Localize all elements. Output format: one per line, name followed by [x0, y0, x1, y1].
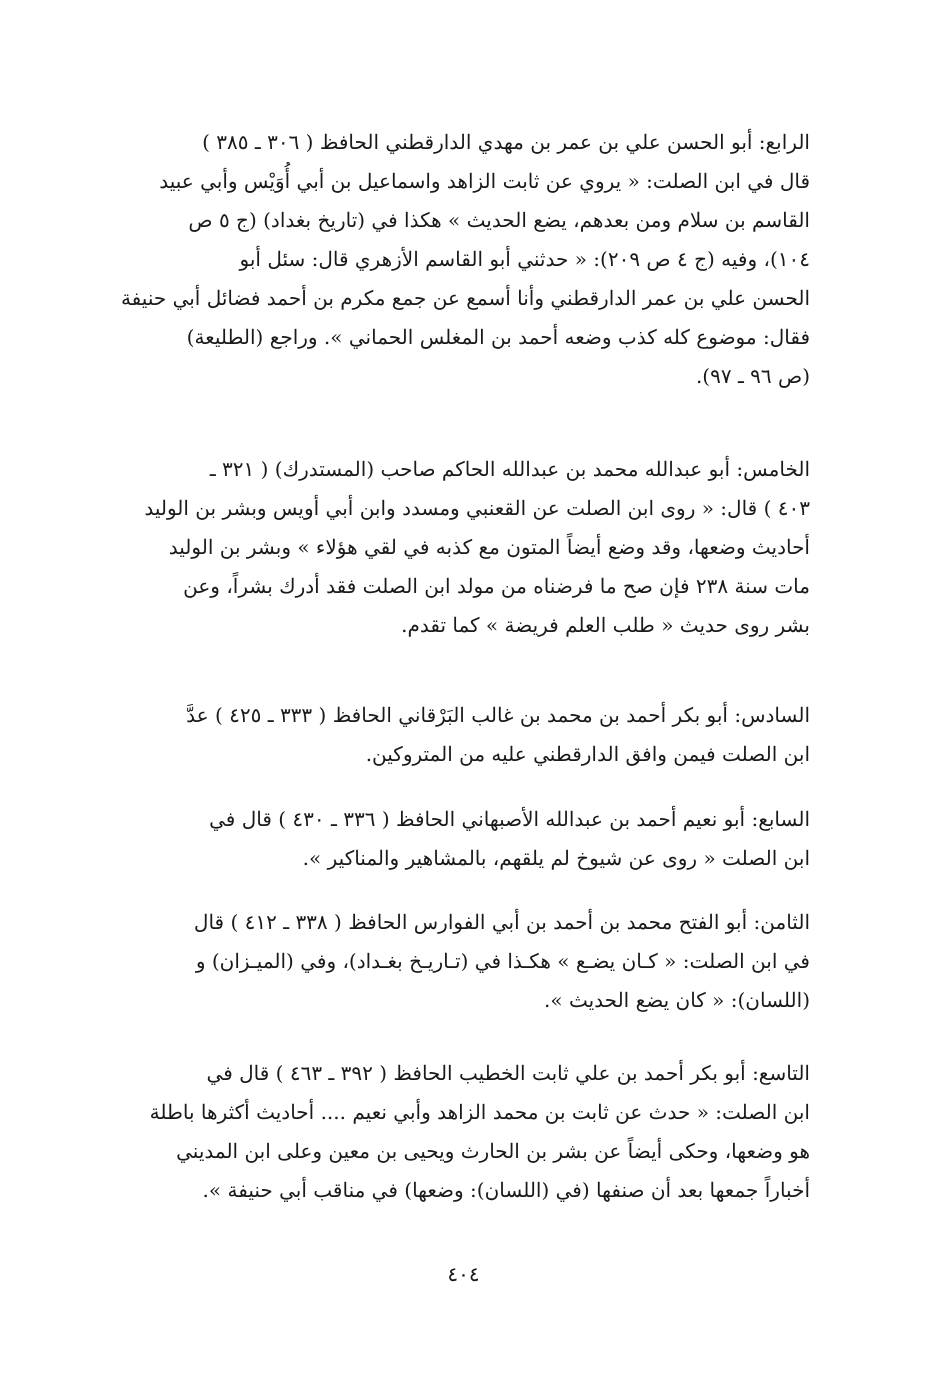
text-line: الحسن علي بن عمر الدارقطني وأنا أسمع عن جمع مكرم بن أحمد فضائل أبي حنيفة [120, 286, 810, 310]
text-line: الثامن: أبو الفتح محمد بن أحمد بن أبي الفوارس الحافظ ( ٣٣٨ ـ ٤١٢ ) قال [193, 910, 810, 934]
text-line: السادس: أبو بكر أحمد بن محمد بن غالب البَرْقاني الحافظ ( ٣٣٣ ـ ٤٢٥ ) عدَّ [186, 703, 810, 727]
text-line: أحاديث وضعها، وقد وضع أيضاً المتون مع كذبه في لقي هؤلاء » وبشر بن الوليد [168, 535, 810, 559]
text-line: (اللسان): « كان يضع الحديث ». [544, 988, 810, 1012]
paragraph-fourth [80, 123, 810, 396]
text-line: التاسع: أبو بكر أحمد بن علي ثابت الخطيب الحافظ ( ٣٩٢ ـ ٤٦٣ ) قال في [206, 1061, 810, 1085]
paragraph-fifth [80, 450, 810, 645]
text-line: ابن الصلت « روى عن شيوخ لم يلقهم، بالمشاهير والمناكير ». [302, 846, 810, 870]
text-line: القاسم بن سلام ومن بعدهم، يضع الحديث » هكذا في (تاريخ بغداد) (ج ٥ ص [188, 208, 810, 232]
text-line: ابن الصلت فيمن وافق الدارقطني عليه من المتروكين. [365, 742, 810, 766]
text-line: قال في ابن الصلت: « يروي عن ثابت الزاهد واسماعيل بن أبي أُوَيْس وأبي عبيد [159, 169, 810, 193]
text-line: ابن الصلت: « حدث عن ثابت بن محمد الزاهد وأبي نعيم .... أحاديث أكثرها باطلة [149, 1100, 810, 1124]
paragraph-ninth [80, 1054, 810, 1210]
text-line: هو وضعها، وحكى أيضاً عن بشر بن الحارث ويحيى بن معين وعلى ابن المديني [176, 1139, 810, 1163]
text-line: السابع: أبو نعيم أحمد بن عبدالله الأصبهاني الحافظ ( ٣٣٦ ـ ٤٣٠ ) قال في [209, 807, 810, 831]
text-line: في ابن الصلت: « كـان يضـع » هكـذا في (تـاريـخ بغـداد)، وفي (الميـزان) و [195, 949, 810, 973]
text-line: الرابع: أبو الحسن علي بن عمر بن مهدي الدارقطني الحافظ ( ٣٠٦ ـ ٣٨٥ ) [202, 130, 810, 154]
text-line: ١٠٤)، وفيه (ج ٤ ص ٢٠٩): « حدثني أبو القاسم الأزهري قال: سئل أبو [239, 247, 810, 271]
text-line: أخباراً جمعها بعد أن صنفها (في (اللسان): وضعها) في مناقب أبي حنيفة ». [202, 1178, 810, 1202]
paragraph-seventh [80, 800, 810, 878]
text-line: الخامس: أبو عبدالله محمد بن عبدالله الحاكم صاحب (المستدرك) ( ٣٢١ ـ [209, 457, 810, 481]
page-number: ٤٠٤ [447, 1262, 480, 1286]
paragraph-sixth [80, 696, 810, 774]
text-line: مات سنة ٢٣٨ فإن صح ما فرضناه من مولد ابن الصلت فقد أدرك بشراً، وعن [183, 574, 810, 598]
text-line: (ص ٩٦ ـ ٩٧). [695, 364, 810, 388]
text-line: ٤٠٣ ) قال: « روى ابن الصلت عن القعنبي ومسدد وابن أبي أويس وبشر بن الوليد [144, 496, 810, 520]
paragraph-eighth [80, 903, 810, 1020]
text-line: بشر روى حديث « طلب العلم فريضة » كما تقدم. [401, 613, 810, 637]
text-line: فقال: موضوع كله كذب وضعه أحمد بن المغلس الحماني ». وراجع (الطليعة) [186, 325, 810, 349]
